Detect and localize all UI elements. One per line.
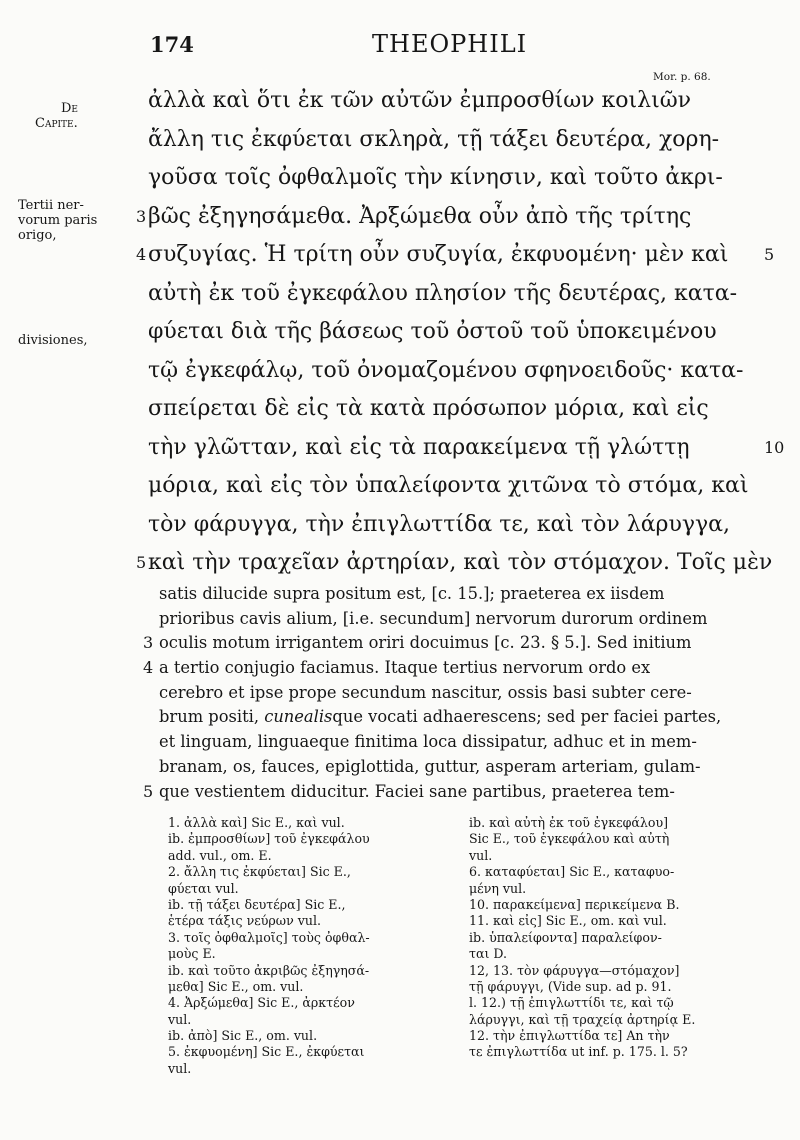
latin-line-text: prioribus cavis alium, [i.e. secundum] nervorum durorum ordinem xyxy=(159,608,708,628)
greek-line-text: τὸν φάρυγγα, τὴν ἐπιγλωττίδα τε, καὶ τὸν λάρυγγα, xyxy=(148,511,731,537)
critical-notes-left xyxy=(168,815,458,1077)
latin-line-text: que vestientem diducitur. Faciei sane partibus, praeterea tem- xyxy=(159,781,675,801)
morel-reference: Mor. p. 68. xyxy=(653,71,711,83)
latin-line xyxy=(159,681,759,706)
note-line: μοὺς E. xyxy=(168,946,216,962)
greek-line-text: ἄλλη τις ἐκφύεται σκληρὰ, τῇ τάξει δευτέρα, χορη- xyxy=(148,126,720,152)
running-title: THEOPHILI xyxy=(372,30,528,58)
greek-line-text: βῶς ἐξηγησάμεθα. Ἀρξώμεθα οὖν ἀπὸ τῆς τρίτης xyxy=(148,203,692,229)
latin-line-text: satis dilucide supra positum est, [c. 15.]; praeterea ex iisdem xyxy=(159,584,665,603)
note-line: l. 12.) τῇ ἐπιγλωττίδι τε, καὶ τῷ xyxy=(469,995,674,1011)
note-line: ib. καὶ αὐτὴ ἐκ τοῦ ἐγκεφάλου] xyxy=(469,815,669,830)
note-line: Sic E., τοῦ ἐγκεφάλου καὶ αὐτὴ xyxy=(469,831,670,847)
greek-text-block xyxy=(136,82,785,583)
note-line: τε ἐπιγλωττίδα ut inf. p. 175. l. 5? xyxy=(469,1044,688,1060)
greek-line xyxy=(136,236,780,275)
latin-line-text: oculis motum irrigantem oriri docuimus [c. 23. § 5.]. Sed initium xyxy=(159,633,692,653)
note-line: λάρυγγι, καὶ τῇ τραχείᾳ ἀρτηρίᾳ E. xyxy=(469,1011,696,1027)
greek-line xyxy=(136,544,780,583)
margin-tertii-line: origo, xyxy=(18,228,57,243)
greek-line-text: γοῦσα τοῖς ὀφθαλμοῖς τὴν κίνησιν, καὶ τοῦτο ἀκρι- xyxy=(148,165,723,190)
greek-line-text: ἀλλὰ καὶ ὅτι ἐκ τῶν αὐτῶν ἐμπροσθίων κοιλιῶν xyxy=(148,88,692,113)
greek-line xyxy=(148,429,785,468)
note-line: add. vul., om. E. xyxy=(168,847,272,863)
greek-line xyxy=(148,121,780,160)
latin-line xyxy=(159,705,759,730)
latin-line-text: branam, os, fauces, epiglottida, guttur, asperam arteriam, gulam- xyxy=(159,756,701,776)
note-line: vul. xyxy=(168,1060,192,1076)
margin-capite: Capite. xyxy=(35,116,78,131)
note-line: μένη vul. xyxy=(469,880,527,896)
greek-line xyxy=(148,159,780,198)
note-line: ται D. xyxy=(469,946,508,962)
margin-de: De xyxy=(61,101,78,116)
greek-line xyxy=(148,313,780,352)
note-line: 6. καταφύεται] Sic E., καταφυο- xyxy=(469,864,675,880)
note-line: τῇ φάρυγγι, (Vide sup. ad p. 91. xyxy=(469,978,672,994)
greek-line xyxy=(148,82,780,121)
line-number: 5 xyxy=(143,781,154,801)
latin-line xyxy=(159,607,759,632)
note-line: 5. ἐκφυομένη] Sic E., ἐκφύεται xyxy=(168,1044,365,1060)
note-line: ἑτέρα τάξις νεύρων vul. xyxy=(168,913,321,929)
greek-line-text: καὶ τὴν τραχεῖαν ἀρτηρίαν, καὶ τὸν στόμαχον. Τοῖς μὲν xyxy=(148,550,773,575)
line-number: 10 xyxy=(764,437,785,457)
greek-line-text: φύεται διὰ τῆς βάσεως τοῦ ὀστοῦ τοῦ ὑποκειμένου xyxy=(148,319,717,344)
latin-line xyxy=(143,780,759,805)
line-number: 3 xyxy=(143,633,154,653)
greek-line xyxy=(148,467,780,506)
critical-notes-right xyxy=(469,815,769,1061)
greek-line xyxy=(136,198,780,237)
greek-line-text: τὴν γλῶτταν, καὶ εἰς τὰ παρακείμενα τῇ γλώττῃ xyxy=(148,434,690,460)
note-line: ib. ὑπαλείφοντα] παραλείφον- xyxy=(469,929,662,945)
latin-line-text: brum positi, cunealisque vocati adhaerescens; sed per faciei partes, xyxy=(159,707,722,727)
note-line: ib. ἐμπροσθίων] τοῦ ἐγκεφάλου xyxy=(168,831,370,847)
note-line: μεθα] Sic E., om. vul. xyxy=(168,978,304,994)
greek-line xyxy=(148,352,780,391)
greek-line-text: σπείρεται δὲ εἰς τὰ κατὰ πρόσωπον μόρια, καὶ εἰς xyxy=(148,396,709,421)
note-line: 1. ἀλλὰ καὶ] Sic E., καὶ vul. xyxy=(168,815,345,830)
latin-line xyxy=(159,755,759,780)
greek-line-text: συζυγίας. Ἡ τρίτη οὖν συζυγία, ἐκφυομένη· μὲν καὶ xyxy=(148,242,729,267)
note-line: 12. τὴν ἐπιγλωττίδα τε] An τὴν xyxy=(469,1028,670,1044)
note-line: ib. καὶ τοῦτο ἀκριβῶς ἐξηγησά- xyxy=(168,962,370,978)
line-number: 5 xyxy=(136,553,147,572)
note-line: 2. ἄλλη τις ἐκφύεται] Sic E., xyxy=(168,864,351,880)
latin-line xyxy=(143,631,759,656)
latin-line-text: cerebro et ipse prope secundum nascitur, ossis basi subter cere- xyxy=(159,682,692,702)
latin-line xyxy=(143,656,759,681)
line-number: 4 xyxy=(136,245,147,264)
margin-tertii-line: Tertii ner- xyxy=(18,198,84,213)
note-line: ib. ἀπὸ] Sic E., om. vul. xyxy=(168,1028,318,1044)
margin-note-tertii xyxy=(18,198,118,243)
note-line: φύεται vul. xyxy=(168,880,239,896)
greek-line xyxy=(148,506,780,545)
latin-line-text: a tertio conjugio faciamus. Itaque tertius nervorum ordo ex xyxy=(159,658,651,678)
line-number: 3 xyxy=(136,206,147,226)
latin-line-text: et linguam, linguaeque finitima loca dissipatur, adhuc et in mem- xyxy=(159,732,697,752)
note-line: vul. xyxy=(469,847,493,863)
note-line: vul. xyxy=(168,1011,192,1027)
note-line: 11. καὶ εἰς] Sic E., om. καὶ vul. xyxy=(469,913,667,929)
margin-note-divisiones: divisiones, xyxy=(18,333,88,348)
greek-line-text: μόρια, καὶ εἰς τὸν ὑπαλείφοντα χιτῶνα τὸ στόμα, καὶ xyxy=(148,473,749,498)
greek-line xyxy=(148,390,780,429)
note-line: 4. Ἀρξώμεθα] Sic E., ἀρκτέον xyxy=(168,995,355,1011)
note-line: ib. τῇ τάξει δευτέρα] Sic E., xyxy=(168,896,346,912)
note-line: 10. παρακείμενα] περικείμενα B. xyxy=(469,896,680,912)
margin-note-de-capite xyxy=(35,101,125,131)
note-line: 3. τοῖς ὀφθαλμοῖς] τοὺς ὀφθαλ- xyxy=(168,929,370,945)
margin-tertii-line: vorum paris xyxy=(18,213,98,228)
greek-line xyxy=(148,275,780,314)
greek-line-text: αὐτὴ ἐκ τοῦ ἐγκεφάλου πλησίον τῆς δευτέρας, κατα- xyxy=(148,280,738,306)
greek-line-text: τῷ ἐγκεφάλῳ, τοῦ ὀνομαζομένου σφηνοειδοῦς· κατα- xyxy=(148,357,744,383)
latin-line xyxy=(159,730,759,755)
latin-line xyxy=(159,582,759,607)
line-number: 4 xyxy=(143,658,154,678)
note-line: 12, 13. τὸν φάρυγγα—στόμαχον] xyxy=(469,962,680,978)
page-number: 174 xyxy=(150,32,194,57)
latin-translation-block xyxy=(143,582,759,804)
line-number: 5 xyxy=(764,245,775,264)
